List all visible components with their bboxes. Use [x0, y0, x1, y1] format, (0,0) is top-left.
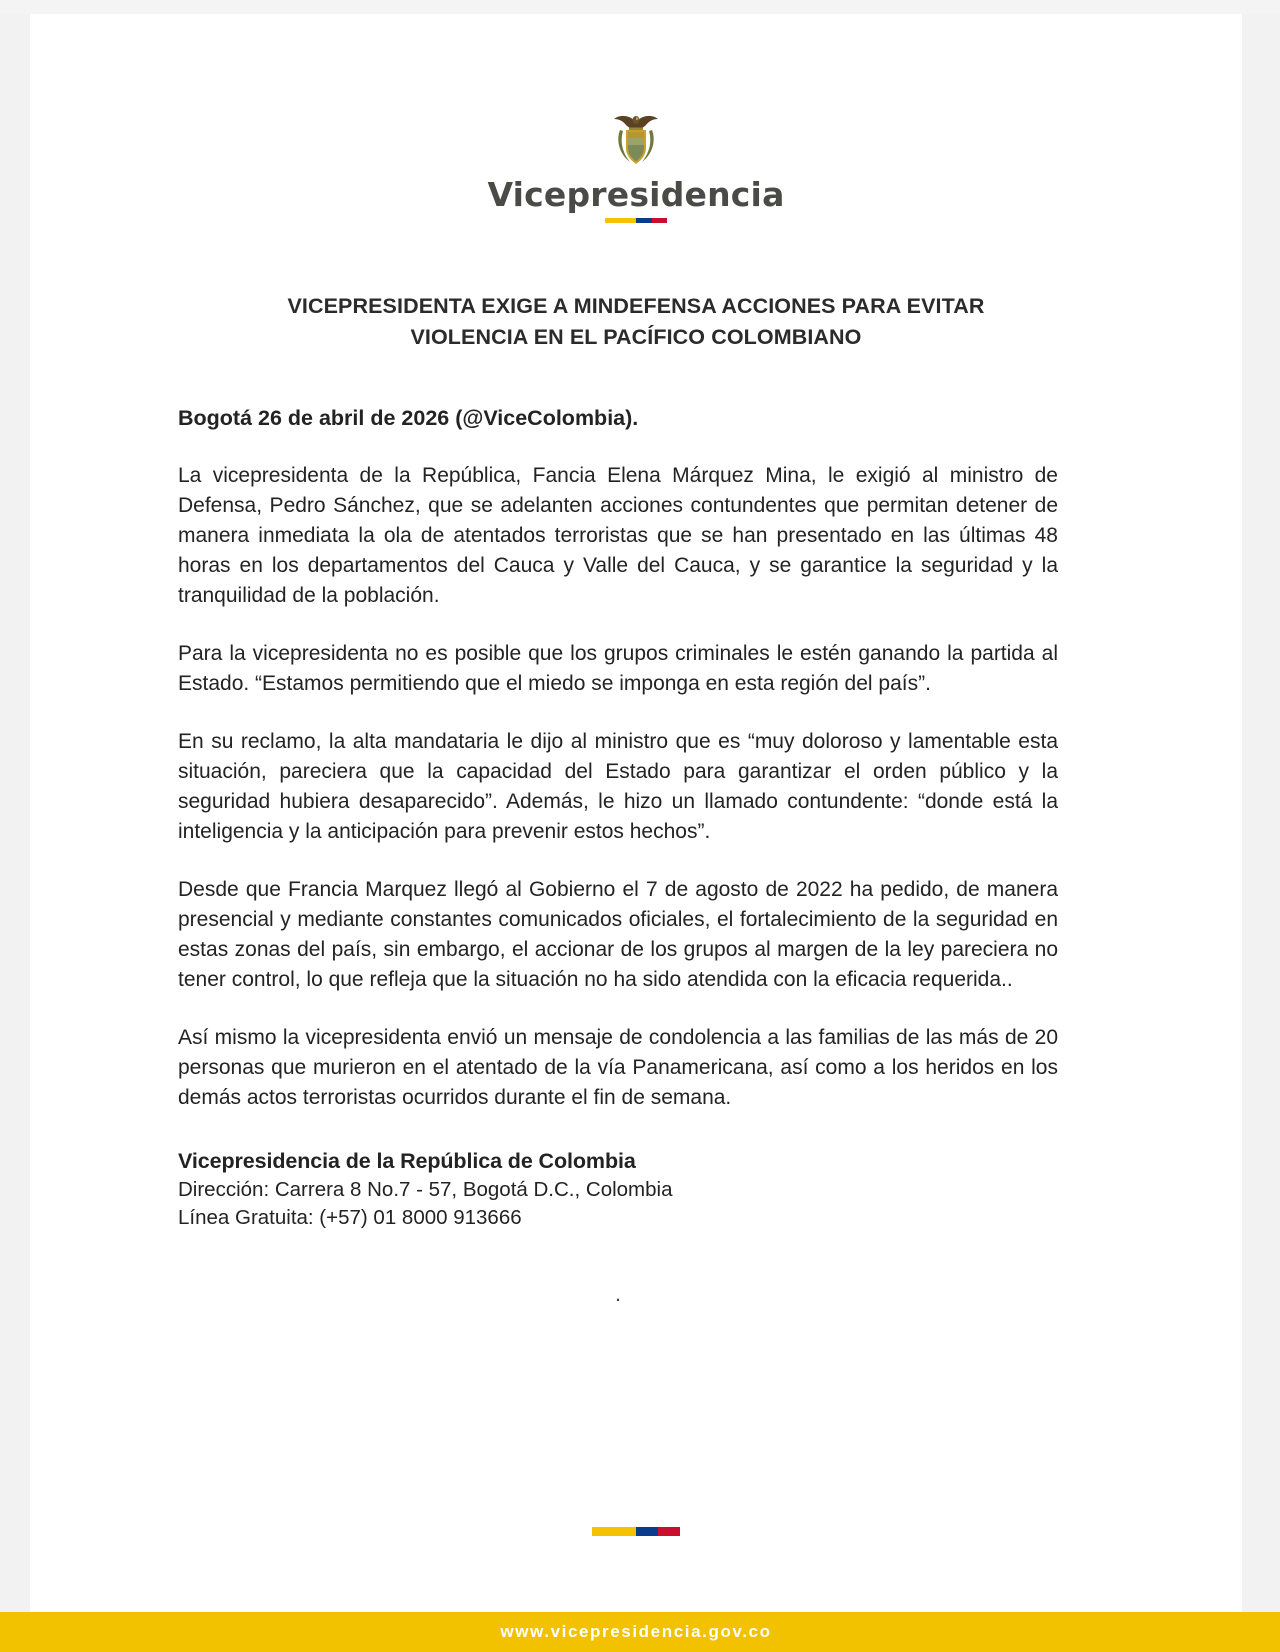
page-margin-left	[0, 0, 30, 1652]
footer-bar-edge-left	[0, 1612, 30, 1652]
page-margin-top	[0, 0, 1280, 14]
flag-stripe-red	[652, 218, 668, 223]
org-name: Vicepresidencia	[487, 175, 785, 214]
page-content	[30, 14, 1242, 1604]
footer-bar	[30, 1612, 1242, 1652]
flag-stripe-blue	[636, 218, 652, 223]
flag-rule-top	[605, 218, 667, 223]
trailing-mark: .	[615, 1283, 621, 1307]
paragraph: Desde que Francia Marquez llegó al Gobierno el 7 de agosto de 2022 ha pedido, de manera presencial y mediante constantes comunicados oficiales, el fortalecimiento de la seguridad en estas zonas del país, sin embargo, el accionar de los grupos al margen de la ley pareciera no tener control, lo que refleja que la situación no ha sido atendida con la eficacia requerida..	[178, 878, 1058, 992]
flag-stripe-blue	[636, 1527, 658, 1536]
colombia-coat-of-arms-icon	[610, 110, 662, 172]
flag-stripe-red	[658, 1527, 680, 1536]
signature-address: Dirección: Carrera 8 No.7 - 57, Bogotá D.C., Colombia	[178, 1178, 673, 1202]
signature-phone: Línea Gratuita: (+57) 01 8000 913666	[178, 1205, 522, 1229]
signature-entity: Vicepresidencia de la República de Colombia	[178, 1149, 636, 1174]
footer-bar-edge-right	[1242, 1612, 1280, 1652]
paragraph: La vicepresidenta de la República, Fancia Elena Márquez Mina, le exigió al ministro de Defensa, Pedro Sánchez, que se adelanten acciones contundentes que permitan detener de manera inmediata la ola de atentados terroristas que se han presentado en las últimas 48 horas en los departamentos del Cauca y Valle del Cauca, y se garantice la seguridad y la tranquilidad de la población.	[178, 464, 1058, 608]
footer-website-url[interactable]: www.vicepresidencia.gov.co	[500, 1622, 772, 1641]
flag-stripe-yellow	[592, 1527, 636, 1536]
document-body	[30, 406, 1242, 1307]
paragraph: En su reclamo, la alta mandataria le dijo al ministro que es “muy doloroso y lamentable esta situación, pareciera que la capacidad del Estado para garantizar el orden público y la seguridad hubiera desaparecido”. Además, le hizo un llamado contundente: “donde está la inteligencia y la anticipación para prevenir estos hechos”.	[178, 730, 1058, 844]
flag-stripe-yellow	[605, 218, 636, 223]
paragraph: Así mismo la vicepresidenta envió un mensaje de condolencia a las familias de las más de 20 personas que murieron en el atentado de la vía Panamericana, así como a los heridos en los demás actos terroristas ocurridos durante el fin de semana.	[178, 1026, 1058, 1110]
dateline: Bogotá 26 de abril de 2026 (@ViceColombia).	[178, 406, 639, 431]
page-title: VICEPRESIDENTA EXIGE A MINDEFENSA ACCIONES PARA EVITAR VIOLENCIA EN EL PACÍFICO COLOMBIANO	[287, 294, 985, 349]
signature-block	[178, 1147, 1058, 1231]
masthead	[30, 14, 1242, 223]
flag-rule-footer	[592, 1527, 680, 1536]
page-margin-right	[1242, 0, 1280, 1652]
paragraph: Para la vicepresidenta no es posible que los grupos criminales le estén ganando la partida al Estado. “Estamos permitiendo que el miedo se imponga en esta región del país”.	[178, 642, 1058, 696]
